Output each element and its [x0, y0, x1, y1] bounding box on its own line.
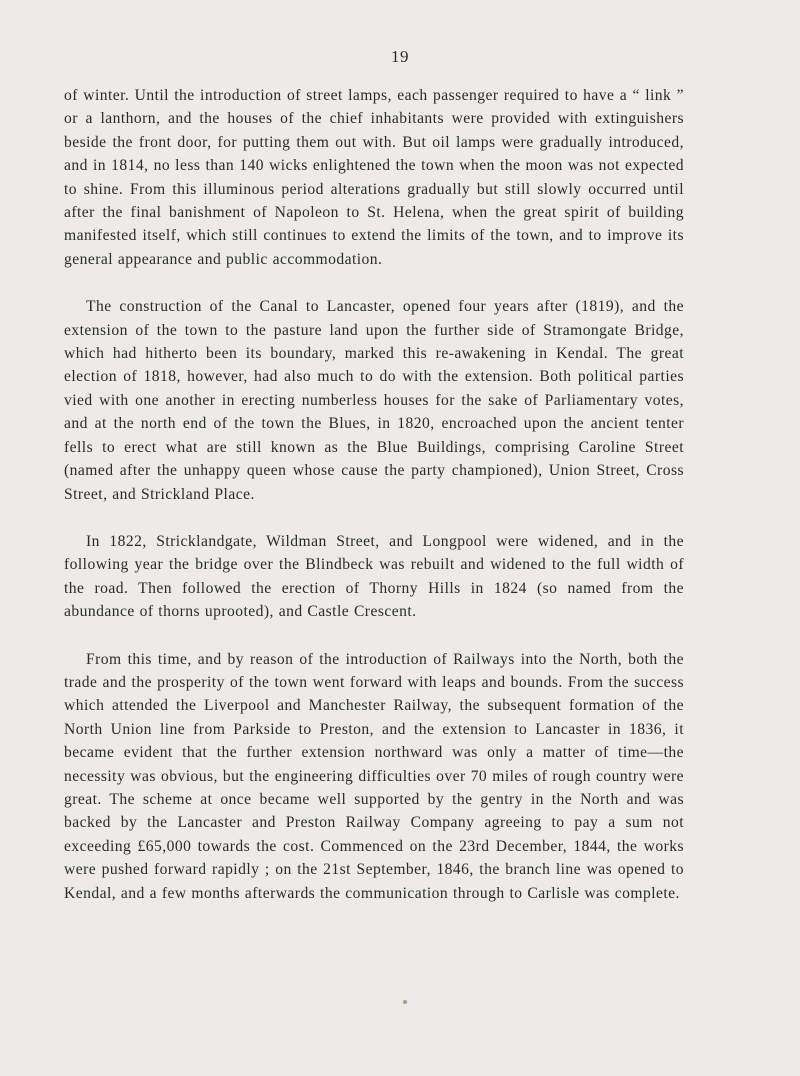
- page-number: 19: [391, 47, 409, 66]
- paper-speck: [403, 1000, 407, 1004]
- paragraph-4: From this time, and by reason of the introduction of Railways into the North, both the trade and the prosperity of the town went forward with leaps and bounds. From the success which attended the Liverpool and Manchester Railway, the subsequent formation of the North Union line from Parkside to Preston, and the extension to Lancaster in 1836, it became evident that the further extension northward was only a matter of time—the necessity was obvious, but the engineering difficulties over 70 miles of rough country were great. The scheme at once became well supported by the gentry in the North and was backed by the Lancaster and Preston Railway Company agreeing to pay a sum not exceeding £65,000 towards the cost. Commenced on the 23rd December, 1844, the works were pushed forward rapidly ; on the 21st September, 1846, the branch line was opened to Kendal, and a few months afterwards the communication through to Carlisle was complete.: [64, 650, 684, 902]
- body-text: [64, 84, 684, 929]
- paragraph-3: In 1822, Stricklandgate, Wildman Street, and Longpool were widened, and in the following year the bridge over the Blindbeck was rebuilt and widened to the full width of the road. Then followed the erection of Thorny Hills in 1824 (so named from the abundance of thorns uprooted), and Castle Crescent.: [64, 532, 684, 621]
- paragraph-2: The construction of the Canal to Lancaster, opened four years after (1819), and the extension of the town to the pasture land upon the further side of Stramongate Bridge, which had hitherto been its boundary, marked this re-awakening in Kendal. The great election of 1818, however, had also much to do with the extension. Both political parties vied with one another in erecting numberless houses for the sake of Parliamentary votes, and at the north end of the town the Blues, in 1820, encroached upon the ancient tenter fells to erect what are still known as the Blue Buildings, comprising Caroline Street (named after the unhappy queen whose cause the party championed), Union Street, Cross Street, and Strickland Place.: [64, 298, 684, 503]
- paragraph-1: of winter. Until the introduction of street lamps, each passenger required to have a “ link ” or a lanthorn, and the houses of the chief inhabitants were provided with extinguishers beside the front door, for putting them out with. But oil lamps were gradually introduced, and in 1814, no less than 140 wicks enlightened the town when the moon was not expected to shine. From this illuminous period alterations gradually but still slowly occurred until after the final banishment of Napoleon to St. Helena, when the great spirit of building manifested itself, which still continues to extend the limits of the town, and to improve its general appearance and public accommodation.: [64, 87, 684, 268]
